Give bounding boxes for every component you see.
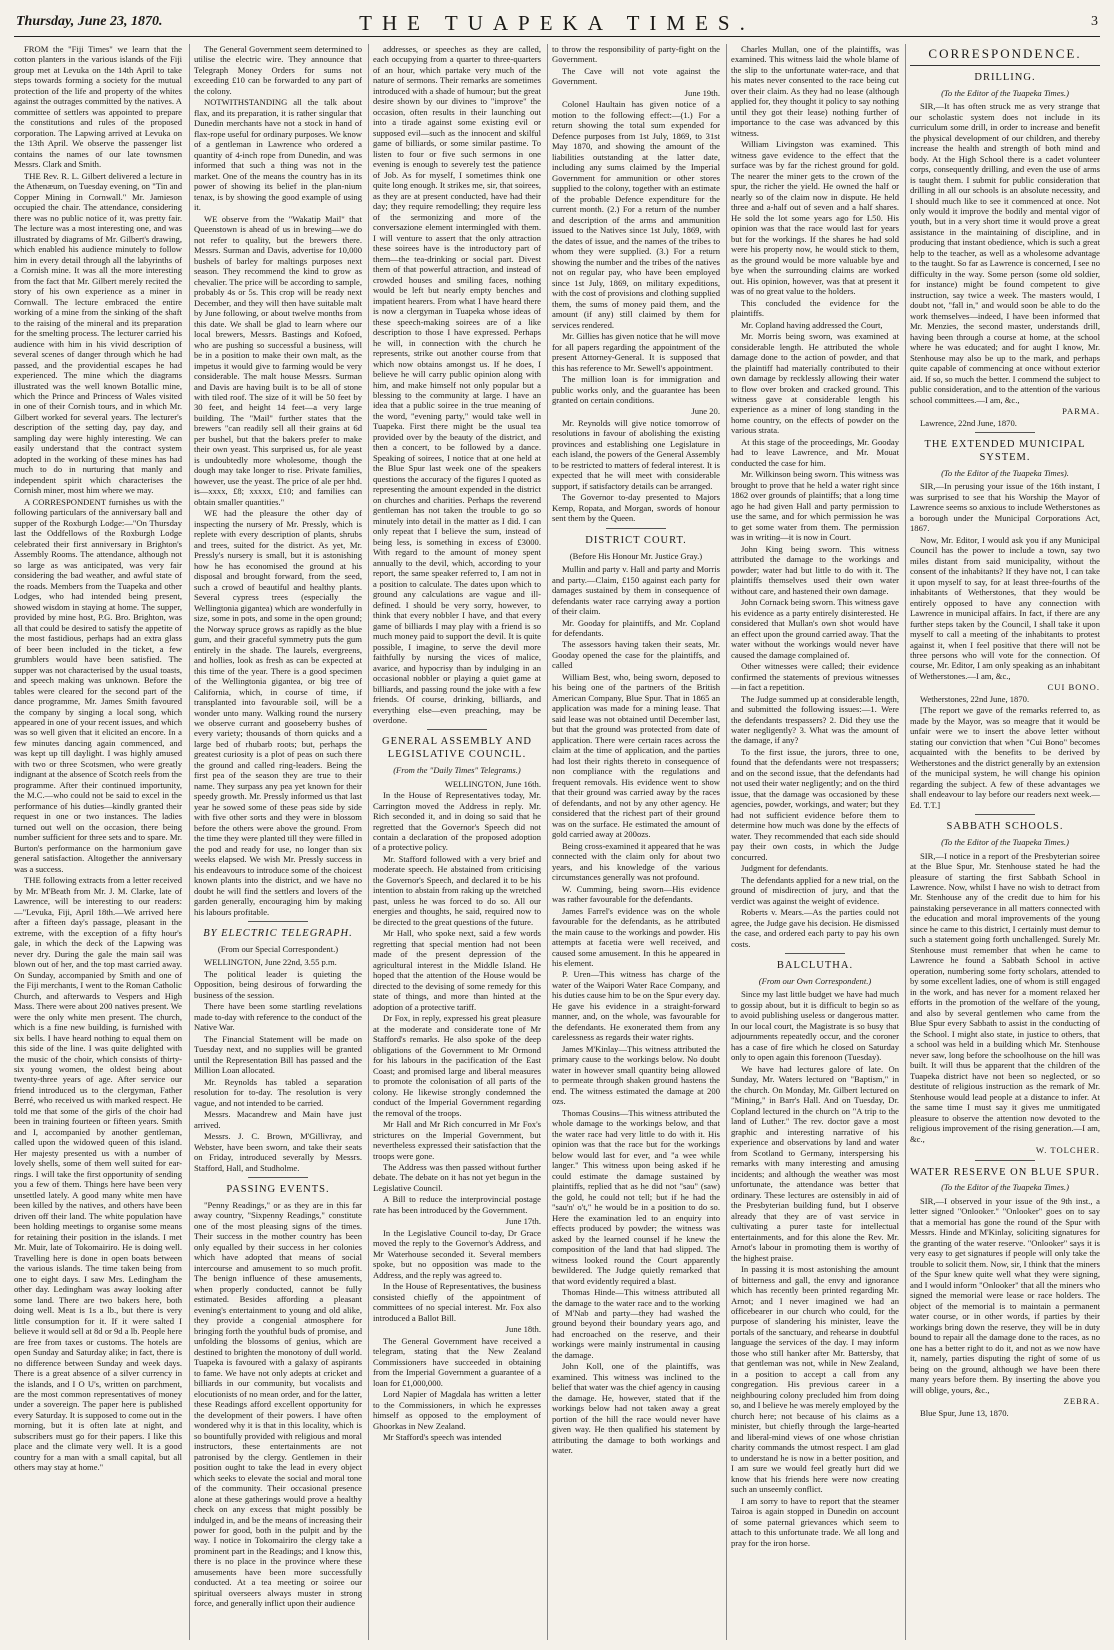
- court-item: Thomas Cousins—This witness attributed the whole damage to the workings below, and that the water race had very little to do with it. His opinion was that the race but for the workings below would last for ever, and "a wee while langer." This witness upon being asked if he could estimate the damage sustained by plaintiffs, replied that as he did not "sau" (saw) the gold, he could not tell; but if he had the "sau'n' o't," he would be in a position to do so. Here the examination led to an enquiry into effects produced by powder; the witness was asked by the learned counsel if he knew the composition of the land that had slipped. The witness looked round the Court apparently bewildered. The Judge quietly remarked that that word evidently required a blast.: [552, 1107, 720, 1286]
- article-queenstown-brewing: WE observe from the "Wakatip Mail" that Queenstown is ahead of us in brewing—we do not refer to quality, but the brewers there. Messrs. Surman and Davis, advertise for 10,000 bushels of barley for maltings purposes next season. They recommend the kind to grow as chevalier. The price will be according to sample, probably 4s or 5s. This crop will be ready next December, and they will then have suitable malt by June following, or about twelve months from this date. We shall be glad to learn where our local brewers, Messrs. Bastings and Kofoed, who are pushing so successful a business, will be in a position to make their own malt, as the impetus it would give to farming would be very considerable. The malt house Messrs. Surman and Davis are having built is to be all of stone with tiled roof. The size of it will be 50 feet by 30 feet, and height 14 feet—a very large building. The "Mail" further states that the brewers "can readily sell all their grains at 6d per bushel, but that the bakers prefer to make their own yeast. This surprised us, for ale yeast is undoubtedly more wholesome, though the dough may take longer to rise. Private families, however, use the yeast. The price of ale per hhd. is—xxxx, £8; xxxxx, £10; and families can obtain smaller quantities.": [194, 213, 362, 507]
- court-item: The assessors having taken their seats, Mr. Gooday opened the case for the plaintiffs, and called: [552, 639, 720, 671]
- telegraph-item: The Financial Statement will be made on Tuesday next, and no supplies will be granted until the Representation Bill has passed and the Million Loan allocated.: [194, 1033, 362, 1076]
- section-subheading: (From our Own Correspondent.): [758, 975, 872, 986]
- dateline: WELLINGTON, June 16th.: [444, 778, 541, 789]
- assembly-item: The General Government have received a telegram, stating that the New Zealand Commissioners have succeeded in obtaining from the Imperial Government a guarantee of a loan for £1,000,000.: [373, 1335, 541, 1388]
- article-gilbert-lecture: THE Rev. R. L. Gilbert delivered a lecture in the Athenæum, on Tuesday evening, on "Tin and Copper Mining in Cornwall." Mr. Jamieson occupied the chair. The attendance, considering there was no public notice of it, was pretty fair. The lecture was a most interesting one, and was illustrated by diagrams of Mr. Gilbert's drawing, which enabled his audience minutely to follow him in every detail through all the labyrinths of a Cornish mine. It was all the more interesting from the fact that Mr. Gilbert merely recited the story of his own experience as a miner in Cornwall. The lecture embraced the entire working of a mine from the sinking of the shaft to the raising of the mineral and its preparation for the smelting process. The lecturer carried his audience with him in his vivid description of several scenes of danger through which he had passed, and the providential escapes he had experienced. The mine which the diagrams illustrated was the well known Botallic mine, which the Prince and Princess of Wales visited in one of their Cornish tours, and in which Mr. Gilbert worked for several years. The lecturer's description of the setting day, pay day, and sampling day were highly interesting. We can easily understand that the contract system adopted in the working of these mines has had much to do in nurturing that manly and independent spirit which characterises the Cornish miner, most him where we may.: [14, 170, 182, 496]
- court-item: Being cross-examined it appeared that he was connected with the claim only for about two years, and his knowledge of the various circumstances generally was not profound.: [552, 840, 720, 883]
- assembly-item: Mr. Reynolds will give notice tomorrow of resolutions in favour of abolishing the existing provinces and establishing one Legislature in each island, the powers of the General Assembly to be restricted to matters of federal interest. It is expected that he will meet with considerable support, if satisfactory details can be arranged.: [552, 417, 720, 491]
- letter-heading-drilling: DRILLING.: [974, 71, 1036, 83]
- column-3: [373, 44, 541, 1640]
- dateline: June 20.: [691, 406, 720, 417]
- court-item: John Koll, one of the plaintiffs, was examined. This witness was inclined to the belief that water was the chief agency in causing the damage. He, however, stated that if the workings below had not taken away a great portion of the hill the race would never have given way. He then qualified his statement by attributing the damage to both workings and water.: [552, 1361, 720, 1456]
- article-fiji-cotton: FROM the "Fiji Times" we learn that the cotton planters in the various islands of the Fiji group met at Levuka on the 14th April to take steps towards forming a society for the mutual protection of the life and property of the whites against the outrages committed by the natives. A committee of settlers was appointed to prepare the constitutions and rules of the proposed corporation. The Lapwing arrived at Levuka on the 13th April. We observe the passenger list contains the names of our late townsmen Messrs. Clark and Smith.: [14, 44, 182, 170]
- divider: [427, 729, 487, 730]
- letter-dateline: Blue Spur, June 13, 1870.: [920, 1407, 1009, 1418]
- masthead: [14, 10, 1100, 37]
- letter-body: SIR,—It has often struck me as very strange that our scholastic system does not include in its curriculum some drill, in order to increase and benefit the physical development of our children, and thereby increase the health and strength of both mind and body. At the High School there is a cadet volunteer corps, consequently drilling, and even the use of arms is taught them. I submit for public consideration that drilling in all our schools is an absolute necessity, and I should much like to see it commenced at once. Not only would it improve the bodily and mental vigor of youth, but in a very short time it would prove a great assistance in the maintaining of discipline, and in producing that instant obedience, which is such a great help to the teacher, as well as a wholesome advantage to the taught. So far as Lawrence is concerned, I see no difficulty in the way. Some person (some old soldier, for instance) might be found competent to give instruction, say twice a week. The masters would, I doubt not, "fall in," and would soon be able to do the work themselves—indeed, I have been informed that Mr. Menzies, the second master, understands drill, having been through a course at home, at the school where he was educated; and for aught I know, Mr. Stenhouse may also be up to the mark, and perhaps quite capable of commencing at once without exterior aid. If so, so much the better. I commend the subject to public consideration, and to the attention of the various school committees.—I am, &c.,: [910, 101, 1100, 405]
- balclutha-item: I am sorry to have to report that the steamer Tairoa is again stopped in Dunedin on account of some paternal grievances which seem to attach to this unfortunate trade. We all long and pray for the iron horse.: [731, 1495, 899, 1548]
- dateline: June 17th.: [505, 1216, 541, 1227]
- column-2: [194, 44, 362, 1640]
- telegraph-item: The political leader is quieting the Opposition, being desirous of forwarding the business of the session.: [194, 968, 362, 1000]
- assembly-item: The Address was then passed without further debate. The debate on it has not yet begun in the Legislative Council.: [373, 1162, 541, 1193]
- divider: [606, 528, 666, 529]
- letter-heading-sabbath-schools: SABBATH SCHOOLS.: [946, 821, 1064, 833]
- column-rule: [905, 44, 906, 1640]
- article-penny-readings: "Penny Readings," or as they are in this far away country, "Sixpenny Readings," constitute one of the most pleasing signs of the times. Their success in the mother country has been only equalled by their success in her colonies which have adopted that means of social intercourse and amusement to so much profit. The benign influence of these amusements, when properly conducted, cannot be fully estimated. Besides affording a pleasant evening's entertainment to young and old alike, they provide a congenial atmosphere for bringing forth the youthful buds of promise, and unfolding the blossoms of genius, which are destined to brighten the monotony of dull world. Tuapeka is favoured with a galaxy of aspirants to fame. We have not only adepts at cricket and billiards in our community, but vocalists and elocutionists of no mean order, and for the latter, these Readings afford excellent opportunity for the development of their powers. I have often wondered why it is that in this locality, which is so bountifully provided with religious and moral instructors, these entertainments are not patronised by the clergy. Gentlemen in their position ought to take the lead in every object which seeks to elevate the social and moral tone of the community. Their occasional presence alone at these gatherings would prove a healthy check on any excess that might possibly be indulged in, and be the means of increasing their power for good, both in the pulpit and by the way. I notice in Tokomairiro the clergy take a prominent part in the Readings; and I know this, there is no place in the province where these amusements have been more successfully conducted. At a tea meeting or soiree our spiritual overseers always muster in strong force, and generally inflict upon their audience: [194, 1199, 362, 1609]
- court-item: This concluded the evidence for the plaintiffs.: [731, 297, 899, 319]
- dateline: June 19th.: [684, 87, 720, 98]
- court-item: Roberts v. Mears.—As the parties could not agree, the Judge gave his decision. He dismissed the case, and ordered each party to pay his own costs.: [731, 907, 899, 949]
- assembly-item: The Governor to-day presented to Majors Kemp, Ropata, and Morgan, swords of honour sent them by the Queen.: [552, 492, 720, 524]
- letter-subheading: (To the Editor of the Tuapeka Times.): [941, 1182, 1069, 1193]
- editor-note: [The report we gave of the remarks referred to, as made by the Mayor, was so meagre that it would be unfair were we to insert the above letter without stating our conviction that when "Cui Bono" becomes acquainted with the benefits to be derived by Wetherstones and the district generally by an extension of the municipal system, he will change his opinion regarding the subject. A few of these advantages we shall endeavour to lay before our readers next week.—Ed. T.T.]: [910, 705, 1100, 810]
- assembly-item: Mr Hall and Mr Rich concurred in Mr Fox's strictures on the Imperial Government, but nevertheless expressed their satisfaction that the troops were gone.: [373, 1119, 541, 1161]
- section-heading-balclutha: BALCLUTHA.: [776, 960, 854, 972]
- assembly-item: In the House of Representatives, the business consisted chiefly of the appointment of committees of no special interest. Mr. Fox also introduced a Ballot Bill.: [373, 1281, 541, 1323]
- letter-subheading: (To the Editor of the Tuapeka Times.): [941, 837, 1069, 848]
- assembly-item: Lord Napier of Magdala has written a letter to the Commissioners, in which he expresses himself as opposed to the employment of Ghoorkas in New Zealand.: [373, 1389, 541, 1431]
- column-5: [731, 44, 899, 1640]
- telegraph-item: Messrs. Macandrew and Main have just arrived.: [194, 1109, 362, 1130]
- newspaper-title: THE TUAPEKA TIMES.: [359, 11, 755, 35]
- assembly-item: Colonel Haultain has given notice of a motion to the following effect:—(1.) For a return showing the total sum expended for Defence purposes from 1st July, 1869, to 31st May 1870, and showing the amount of the liabilities outstanding at the latter date, including any sums claimed by the Imperial Government for ammunition or other stores supplied to the colony, together with an estimate of the probable Defence expenditure for the current month. (2.) For a return of the number and description of the arms and ammunition issued to the Natives since 1st July, 1869, with the dates of issue, and the names of the tribes to whom they were supplied. (3.) For a return showing the number and the tribes of the natives not on regular pay, who have been employed since 1st July, 1869, on military expeditions, with the cost of provisions and clothing supplied them, the sums of money paid them, and the amount (if any) still claimed by them for services rendered.: [552, 99, 720, 330]
- court-item: Mr. Wilkinson being sworn. This witness was brought to prove that he held a water right since 1862 over grounds of plaintiffs; that a long time ago he had given Hall and party permission to use the same, and for which permission he was to get some water from them. The permission was in writing—it is now in Court.: [731, 469, 899, 543]
- balclutha-item: We have had lectures galore of late. On Sunday, Mr. Waters lectured on "Baptism," in the church. On Monday, Mr. Gilbert lectured on "Mining," in Barr's Hall. And on Tuesday, Dr. Copland lectured in the church on "A trip to the land of Luther." The rev. doctor gave a most graphic and interesting narrative of his experience and observations by land and water from Scotland to Germany, interspersing his remarks with many interesting and amusing incidents; and although the weather was most unfortunate, the attendance was better that ordinary. These lectures are ostensibly in aid of the Presbyterian building fund, but I observe already that they are of vast service in cultivating a purer taste for intellectual entertainments, and for this alone the Rev. Mr. Arnot's labour in promoting them is worthy of the highest praise.: [731, 1063, 899, 1263]
- telegraph-item: Messrs. J. C. Brown, M'Gillivray, and Webster, have been sworn, and take their seats on Friday, introduced severally by Messrs. Stafford, Hall, and Studholme.: [194, 1131, 362, 1173]
- letter-dateline: Lawrence, 22nd June, 1870.: [920, 417, 1017, 428]
- divider: [785, 953, 845, 954]
- court-item: James M'Kinlay—This witness attributed the primary cause to the workings below. No doubt water in however small quantity being allowed to permeate through shaken ground hastens the end. The witness estimated the damage at 200 ozs.: [552, 1043, 720, 1107]
- court-item: James Farrel's evidence was on the whole favourable for the defendants, as he attributed the main cause to the workings and powder. His attempts at facetia were well received, and caused some amusement. In this he appeared in his element.: [552, 905, 720, 968]
- assembly-item: The million loan is for immigration and public works only, and the guarantee has been granted on certain conditions.: [552, 374, 720, 405]
- section-heading-telegraph: BY ELECTRIC TELEGRAPH.: [203, 928, 353, 940]
- section-heading-passing-events: PASSING EVENTS.: [226, 1184, 330, 1196]
- section-subheading: (From our Special Correspondent.): [217, 944, 339, 954]
- column-rule: [368, 44, 369, 1640]
- letter-heading-municipal: THE EXTENDED MUNICIPAL SYSTEM.: [924, 439, 1086, 463]
- letter-subheading: (To the Editor of the Tuapeka Times).: [941, 467, 1069, 478]
- letter-body: Now, Mr. Editor, I would ask you if any Municipal Council has the power to include a town, say two miles distant from said municipality, without the consent of the inhabitants? If they have not, I can take it upon myself to say, for at least three-fourths of the inhabitants of Wetherstones, that they would be entirely opposed to have any connection with Lawrence in municipal affairs. In fact, if there are any further steps taken by the Council, I shall take it upon myself to call a meeting of the inhabitants to protest against it, when I feel positive that there will not be three persons who will vote for the connection. Of course, Mr. Editor, I am only speaking as an inhabitant of Wetherstones.—I am, &c.,: [910, 534, 1100, 681]
- letter-body: SIR,—I notice in a report of the Presbyterian soiree at the Blue Spur, Mr. Stenhouse stated he had the pleasure of starting the first Sabbath School in Lawrence. Now, whilst I have no wish to detract from Mr. Stenhouse any of the credit due to him for his painstaking perseverance in all matters connected with the education and moral improvements of the young since he came to this district, I certainly must demur to such a statement going forth unchallenged. Surely Mr. Stenhouse must remember that when he came to Lawrence he found a Sabbath School in active operation, numbering some forty scholars, attended to by some excellent ladies, one of whom is still engaged in the work, and has never for a moment relaxed her efforts in the promotion of the welfare of the young, and also by several gentlemen who came from the Blue Spur every Sabbath to assist in the conducting of the School. I might also state, in justice to others, that a school was held in a building which Mr. Stenhouse never saw, long before the schoolhouse on the hill was built. It will thus be apparent that the children of the Tuapeka district have not been so neglected, or so destitute of religious instruction as the remark of Mr. Stenhouse would lead people at a distance to infer. At the same time I must say it gives me unmitigated pleasure to observe the attention now devoted to the religious improvement of the rising generation.—I am, &c.,: [910, 850, 1100, 1144]
- court-item: Mullin and party v. Hall and party and Morris and party.—Claim, £150 against each party for damages sustained by them in consequence of defendants water race carrying away a portion of their claim.: [552, 564, 720, 617]
- court-item: William Best, who, being sworn, deposed to his being one of the partners of the British American Company, Blue Spur. That in 1865 an application was made for a mining lease. That said lease was not obtained until December last, but that the ground was protected from date of application. There were certain races across the claim at the time of application, and the parties had lost their rights thereto in consequence of non compliance with the regulations and frequent removals. His evidence went to show that their ground was carried away by the races of defendants, and not by any other agency. He considered that the richest part of their ground was on the surface. He estimated the amount of gold carried away at 200ozs.: [552, 671, 720, 840]
- section-subheading: (Before His Honour Mr. Justice Gray.): [569, 550, 703, 561]
- section-heading-district-court: DISTRICT COURT.: [585, 534, 687, 546]
- divider: [248, 1177, 308, 1178]
- assembly-item: Dr Fox, in reply, expressed his great pleasure at the moderate and considerate tone of Mr Stafford's remarks. He also spoke of the deep obligations of the Government to Mr Ormond for his labours in the pacification of the East Coast; and promised large and liberal measures to promote the colonisation of all parts of the colony. He likewise strongly condemned the conduct of the Imperial Government regarding the removal of the troops.: [373, 1013, 541, 1118]
- divider: [248, 921, 308, 922]
- section-subheading: (From the "Daily Times" Telegrams.): [393, 765, 521, 776]
- letter-heading-water-reserve: WATER RESERVE ON BLUE SPUR.: [910, 1166, 1100, 1178]
- assembly-item: Mr Stafford's speech was intended: [383, 1432, 502, 1443]
- court-item: The Judge summed up at considerable length, and submitted the following issues:—1. Were the defendants trespassers? 2. Did they use the water negligently? 3. What was the amount of the damage, if any?: [731, 693, 899, 746]
- court-item: P. Uren—This witness has charge of the water of the Waipori Water Race Company, and his duties cause him to be on the Spur every day. He gave his evidence in a straight-forward manner, and, on the whole, was favourable for the defendants. He exonerated them from any carelessness as regards their water rights.: [552, 969, 720, 1043]
- court-item: Charles Mullan, one of the plaintiffs, was examined. This witness laid the whole blame of the slip to the unfortunate water-race, and that his mates never consented to the race being cut over their claim. As they had no lease (although applied for, they thought it policy to say nothing until they got their lease) nothing further of importance to the case was advanced by this witness.: [731, 44, 899, 138]
- section-heading-general-assembly: GENERAL ASSEMBLY AND LEGISLATIVE COUNCIL.: [381, 736, 532, 761]
- assembly-item: to throw the responsibility of party-fight on the Government.: [552, 44, 720, 65]
- assembly-item: The Cave will not vote against the Government.: [552, 65, 720, 87]
- section-heading-correspondence: CORRESPONDENCE.: [910, 46, 1100, 66]
- column-rule: [189, 44, 190, 1640]
- assembly-item: In the Legislative Council to-day, Dr Grace moved the reply to the Governor's Address, and Mr Waterhouse seconded it. Several members spoke, but no opposition was made to the Address, and the reply was agreed to.: [373, 1227, 541, 1280]
- court-item: W. Cumming, being sworn—His evidence was rather favourable for the defendants.: [552, 883, 720, 905]
- assembly-item: Mr Hall, who spoke next, said a few words regretting that special mention had not been made of the present depression of the agricultural interest in the Middle Island. He hoped that the attention of the House would be directed to the devising of some remedy for this state of things, and more than hinted at the adoption of a protective tariff.: [373, 928, 541, 1012]
- letter-dateline: Wetherstones, 22nd June, 1870.: [920, 693, 1030, 704]
- letter-signature: PARMA.: [1062, 406, 1100, 417]
- court-item: Mr. Gooday for plaintiffs, and Mr. Copland for defendants.: [552, 617, 720, 638]
- dateline: June 18th.: [505, 1324, 541, 1335]
- letter-signature: ZEBRA.: [1063, 1396, 1100, 1407]
- column-rule: [726, 44, 727, 1640]
- page-number: 3: [1091, 14, 1098, 29]
- article-roxburgh-lodge: A CORRESPONDENT furnishes us with the following particulars of the anniversary ball and supper of the Roxburgh Lodge:—"On Thursday last the Oddfellows of the Roxburgh Lodge celebrated their first anniversary in Brighton's Assembly Rooms. The attendance, although not so large as was anticipated, was very fair considering the bad weather, and awful state of the roads. Members from the Tuapeka and other Lodges, who had intended being present, showed wisdom in staying at home. The supper, provided by mine host, P.G. Bro. Brighton, was all that could be desired to satisfy the appetite of the most fastidious, perhaps had an extra glass of beer been included in the ticket, a few grumblers would have been satisfied. The supper was not characterised by the usual toasts, and speech making was unknown. Before the tables were cleared for the second part of the dance programme, Mr. James Smith favoured the company by singing a local song, which appeared in one of your recent issues, and which was so well given that it elicited an encore. In a few minutes dancing again commenced, and was kept up till daylight. I was highly amused with two or three Scotsmen, who were greatly indignant at the absence of Scotch reels from the programme. After their continued importunity, the M.C.—who could not be said to excel in the performance of his duties—kindly granted their request in one or two instances. The ladies turned out well on the occasion, there being number sufficient for three sets and to spare. Mr. Burton's performance on the harmonium gave general satisfaction. Altogether the anniversary was a success.: [14, 496, 182, 874]
- court-item: Judgment for defendants.: [741, 863, 829, 874]
- court-item: At this stage of the proceedings, Mr. Gooday had to leave Lawrence, and Mr. Mouat conducted the case for him.: [731, 436, 899, 468]
- telegraph-item: There have been some startling revelations made to-day with reference to the conduct of the Native War.: [194, 1001, 362, 1033]
- divider: [975, 814, 1035, 815]
- court-item: Mr. Morris being sworn, was examined at considerable length. He attributed the whole damage done to the action of powder, and that the plaintiff had materially contributed to their own damage by recklessly allowing their water to flow over broken and cracked ground. This witness gave at considerable length his experience as a miner of long standing in the home country, on the effects of powder on the various strata.: [731, 331, 899, 436]
- letter-body: SIR,—In perusing your issue of the 16th instant, I was surprised to see that his Worship the Mayor of Lawrence seems so anxious to include Wetherstones as a borough under the Municipal Corporations Act, 1867.: [910, 481, 1100, 534]
- court-item: John King being sworn. This witness attributed the damage to the workings and powder; water had but little to do with it. The plaintiffs themselves used their own water without care, and hastened their own damage.: [731, 543, 899, 596]
- court-item: To the first issue, the jurors, three to one, found that the defendants were not trespassers; and on the second issue, that the defendants had not used their water negligently; and on the third issue, that the damage was occasioned by these agencies, powder, workings, and water; but they had not sufficient evidence before them to determine how much was done by the effects of water. They recommended that each side should pay their own costs, in which the Judge concurred.: [731, 746, 899, 862]
- column-1: [14, 44, 182, 1640]
- column-4: [552, 44, 720, 1640]
- court-item: John Cornack being sworn. This witness gave his evidence as a party entirely disinterested. He considered that Mullan's own shot would have an effect upon the ground carried away. That the water without the workings would never have caused the damage complained of.: [731, 597, 899, 660]
- balclutha-item: Since my last little budget we have had much to gossip about, but it is difficult to begin so as to avoid publishing useless or dangerous matter. In our local court, the Magistrate is so busy that adjournments repeatedly occur, and the coroner has a case of fire which he closed on Saturday only to open again this forenoon (Tuesday).: [731, 989, 899, 1063]
- court-item: William Livingston was examined. This witness gave evidence to the effect that the surface was by far the richest ground for gold. The nearer the miner gets to the crown of the spur, the richer the yield. He owned the half or nearly so of the claim now in dispute. He held three and a-half out of seven and a half shares. He sold the lot some years ago for L50. His opinion was that the race would last for years but for the workings. If the shares he had sold were his property now, he would stick to them, as the ground would be more valuable bye and bye when the surrounding claims are worked out. His opinion, however, was that at present it was of no great value to the holders.: [731, 139, 899, 297]
- divider: [975, 432, 1035, 433]
- divider: [975, 1160, 1035, 1161]
- article-flax-rope: NOTWITHSTANDING all the talk about flax, and its preparation, it is rather singular that Dunedin merchants have not a stock in hand of flax-rope useful for ordinary purposes. We know of a gentleman in Lawrence who ordered a quantity of 4-inch rope from Dunedin, and was informed that such a thing was not in the market. One of the means the country has in its power of showing its belief in the plan-nium tenax, is by showing the good example of using it.: [194, 97, 362, 213]
- letter-body: SIR,—I observed in your issue of the 9th inst., a letter signed "Onlooker." "Onlooker" goes on to say that a memorial has gone the round of the Spur with Messrs. Hinde and M'Kinlay, soliciting signatures for the granting of the water reserve. "Onlooker" says it is very easy to get signatures if people will only take the trouble to solicit them. Now, sir, I think that the miners of the Spur knew quite well what they were signing, and I would inform "Onlooker" that all the miners who signed the memorial were lease or race holders. The object of the memorial is to maintain a permanent water course, or in other words, if parties by their workings bring down the reserve, they will be in duty bound to repair all the damage done to the races, as no one has a better right to do it, and not as we now have it, namely, parties disputing the right of some of us being on the ground, although we have been there many years before them. By inserting the above you will oblige, yours, &c.,: [910, 1195, 1100, 1395]
- letter-signature: CUI BONO.: [1047, 682, 1100, 693]
- letter-signature: W. TOLCHER.: [1035, 1145, 1100, 1156]
- issue-date: Thursday, June 23, 1870.: [16, 14, 163, 29]
- article-telegraph-money-orders: The General Government seem determined to utilise the electric wire. They announce that Telegraph Money Orders for sums not exceeding £10 can be forwarded to any part of the colony.: [194, 44, 362, 96]
- dateline: WELLINGTON, June 22nd, 3.55 p.m.: [204, 957, 337, 968]
- column-6: [910, 44, 1100, 1640]
- article-levuka-letter: THE following extracts from a letter received by Mr. M'Beath from Mr. J. M. Clarke, late of Lawrence, will be interesting to our readers:—"Levuka, Fiji, April 18th.—We arrived here after a fifteen day's passage, pleasant in the extreme, with the exception of a fifty hour's gale, in which the deck of the Lapwing was never dry. During the gale the main sail was blown out of her, and the top mast carried away. On Sunday, accompanied by Smith and one of the Fiji merchants, I went to the Roman Catholic Church, and afterwards to Vespers and High Mass. There were about 200 natives present. We were the only white men present. The church, which is a fine new building, is furnished with six bells. I have heard nothing to equal them on this side of the line. I was quite delighted with the music of the choir, which consists of thirty-six young women, the oldest being about twenty-three years of age. After service our friend introduced us to the clergyman, Father Berré, who received us with marked respect. He told me that some of the girls of the choir had been in training fourteen or fifteen years. Smith and I, accompanied by another gentleman, called upon the widowed queen of this island. Her majesty presented us with a number of lovely shells, some of them well suited for ear-rings. I will take the first opportunity of sending you a few of them. Things here have been very unsettled lately. A good many white men have been killed by the natives, and others have been driven off their land. The white population have been holding meetings to organise some means for retaining their position in the islands. I met Mr. Muir, late of Tokomairiro. He is doing well. Travelling here is done in open boats between the various islands. The time taken being from one to eight days. I saw Mrs. Ledingham the other day. Ledingham was away looking after some land. There are two bakers here, both doing well. Meat is 1s a lb., but there is very little consumption for it. If it were salted I believe it would sell at 8d or 9d a lb. People here are free from taxes or customs. The hotels are open Sunday and Saturday alike; in fact, there is no difference between Sunday and week days. There is a great absence of a silver currency in the islands, and I O U's, written on parchment, are the most common representatives of money under a sovereign. The paper here is published every Saturday. It is supposed to come out in the morning, but it is often late at night, and subscribers must go for their papers. I like this place and the climate very well. It is a good country for a man with a small capital, but all others may stay at home.": [14, 875, 182, 1473]
- assembly-item: In the House of Representatives today, Mr. Carrington moved the Address in reply. Mr. Rich seconded it, and in doing so said that he regretted that the Governor's Speech did not contain a declaration of the proposed adoption of a protective policy.: [373, 790, 541, 853]
- article-pressly-nursery: WE had the pleasure the other day of inspecting the nursery of Mr. Pressly, which is replete with every description of plants, shrubs and trees, suited for the district. As yet, Mr. Pressly's nursery is small, but it is astonishing how he has economised the ground at his disposal and brought forward, from the seed, such a crowd of beautiful and healthy plants. Several cypress trees (especially the Wellingtonia gigantea) which are wonderfully in size, some in pots, and some in the open ground; the Norway spruce grows as rapidly as the blue gum, and their graceful symmetry puts the gum entirely in the shade. The laurels, evergreens, and hollies, look as fresh as can be expected at this time of the year. There is a good specimen of the Wellingtonia gigantea, or big tree of California, which, in course of time, if transplanted into favourable soil, will be a wonder unto many. Walking round the nursery we observe currant and gooseberry bushes of every variety; thousands of thorn quicks and a large bed of rhubarb roots; but, perhaps the greatest curiosity is a plot of peas on such there the ground and called ring-leaders. Being the first pea of the season they are true to their name. They surpass any pea yet known for their speedy growth. Mr. Pressly informed us that last year he sowed some of these peas side by side with five other sorts and they were in blossom before the others were above the ground. From the time they were planted till they were filled in the pod and ready for use, no longer than six weeks elapsed. We wish Mr. Pressly success in his endeavours to introduce some of the choicest known plants into the district, and we have no doubt he will find the settlers and lovers of the garden generally, encouraging him by making his labours profitable.: [194, 508, 362, 917]
- article-soirees: addresses, or speeches as they are called, each occupying from a quarter to three-quarters of an hour, which partake very much of the nature of sermons. Their remarks are sometimes introduced with a shade of humour; but the great desire shown by our divines to "improve" the occasion, often results in their launching out into a tirade against some existing evil or supposed evil—such as the innocent and skilful game of billiards, or some similar pastime. To listen to four or five such sermons in one evening is enough to severely test the patience of Job. As for myself, I sometimes think one quite long enough. It strikes me, sir, that soirees, as they are at present conducted, have had their day; they require remodelling; they require less of the sermonizing and more of the conversazione element intermingled with them. I will venture to assert that the only attraction these soirees have is the introductory part of them—the tea-drinking or social part. Divest them of that powerful attraction, and instead of crowded houses and smiling faces, nothing would be left but nearly empty benches and impatient hearers. From what I have heard there is now a clergyman in Tuapeka whose ideas of these speech-making soirees are of a like description to those I have expressed. Perhaps he will, in connection with the church he represents, strike out another course from that which now obtains amongst us. If he does, I believe he will carry public opinion along with him, and make himself not only popular but a blessing to the community at large. I have an idea that a public soiree in the true meaning of the word, "evening party," would take well in Tuapeka. First there might be the usual tea provided over by the beauty of the district, and then a concert, to be followed by a dance. Speaking of soirees, I notice that at one held at the Blue Spur last week one of the speakers questions the accuracy of the figures I quoted as representing the amount expended in the district on churches and charities. Perhaps the reverend gentleman has not taken the trouble to go so minutely into detail in the matter as I did. I can only repeat that I believe the sum, instead of being less, is something in excess of £3000. With regard to the amount of money spent annually to the devil, which, according to your report, the same speaker referred to, I am not in a position to calculate. The dates upon which to ground any calculations are vague and ill-defined. I should be very sorry, however, to think that every nobbler I have, and that every game of billiards I may play with a friend is so much money paid to support the devil. It is quite possible, I imagine, to serve the devil more faithfully by nursing the vices of malice, avarice, and hypocrisy than by indulging in an occasional nobbler or playing a quiet game at billiards, and passing round the joke with a few friends. Of course, drinking, billiards, and everything else—even preaching, may be overdone.: [373, 44, 541, 725]
- court-item: Mr. Copland having addressed the Court,: [741, 319, 883, 330]
- assembly-item: Mr. Stafford followed with a very brief and moderate speech. He abstained from criticising the Governor's Speech, and declared it to be his intention to abstain from raking up the wretched past, unless he was forced to do so. All our energies and thoughts, he said, required now to be directed to the great questions of the future.: [373, 853, 541, 927]
- column-rule: [547, 44, 548, 1640]
- assembly-item: Mr. Gillies has given notice that he will move for all papers regarding the appointment of the present Attorney-General. It is supposed that this has reference to Mr. Sewell's appointment.: [552, 331, 720, 373]
- balclutha-item: In passing it is most astonishing the amount of bitterness and gall, the envy and ignorance which has recently been printed regarding Mr. Arnot; and I never imagined we had an officebearer in our church who could, for the purpose of slandering his minister, leave the portals of the sanctuary, and rehearse in doubtful language the services of the day. I may inform those who still hanker after Mr. Battersby, that that gentleman was not, while in New Zealand, in a position to accept a call from any congregation. His previous career in a neighbouring colony precluded him from doing so, and I believe he was merely employed by the church here; not because of his claims as a minister, but chiefly through the large-hearted and liberal-mind views of one whose christian charity commands the utmost respect. I am glad to understand he is now in a better position, and I am sure we would feel greatly hurt did we know that his friends here were now creating such an unseemly conflict.: [731, 1264, 899, 1495]
- court-item: Other witnesses were called; their evidence confirmed the statements of previous witnesses—in fact a repetition.: [731, 661, 899, 693]
- telegraph-item: Mr. Reynolds has tabled a separation resolution for to-day. The resolution is very vague, and not intended to be carried.: [194, 1076, 362, 1108]
- letter-subheading: (To the Editor of the Tuapeka Times.): [941, 87, 1069, 98]
- court-item: Thomas Hinde—This witness attributed all the damage to the water race and to the working of M'Nab and party—they had washed the ground beyond their boundary years ago, and had encroached on the reserve, and their workings were mainly instrumental in causing the damage.: [552, 1287, 720, 1360]
- assembly-item: A Bill to reduce the interprovincial postage rate has been introduced by the Government.: [373, 1194, 541, 1215]
- court-item: The defendants applied for a new trial, on the ground of misdirection of jury, and that the verdict was against the weight of evidence.: [731, 874, 899, 906]
